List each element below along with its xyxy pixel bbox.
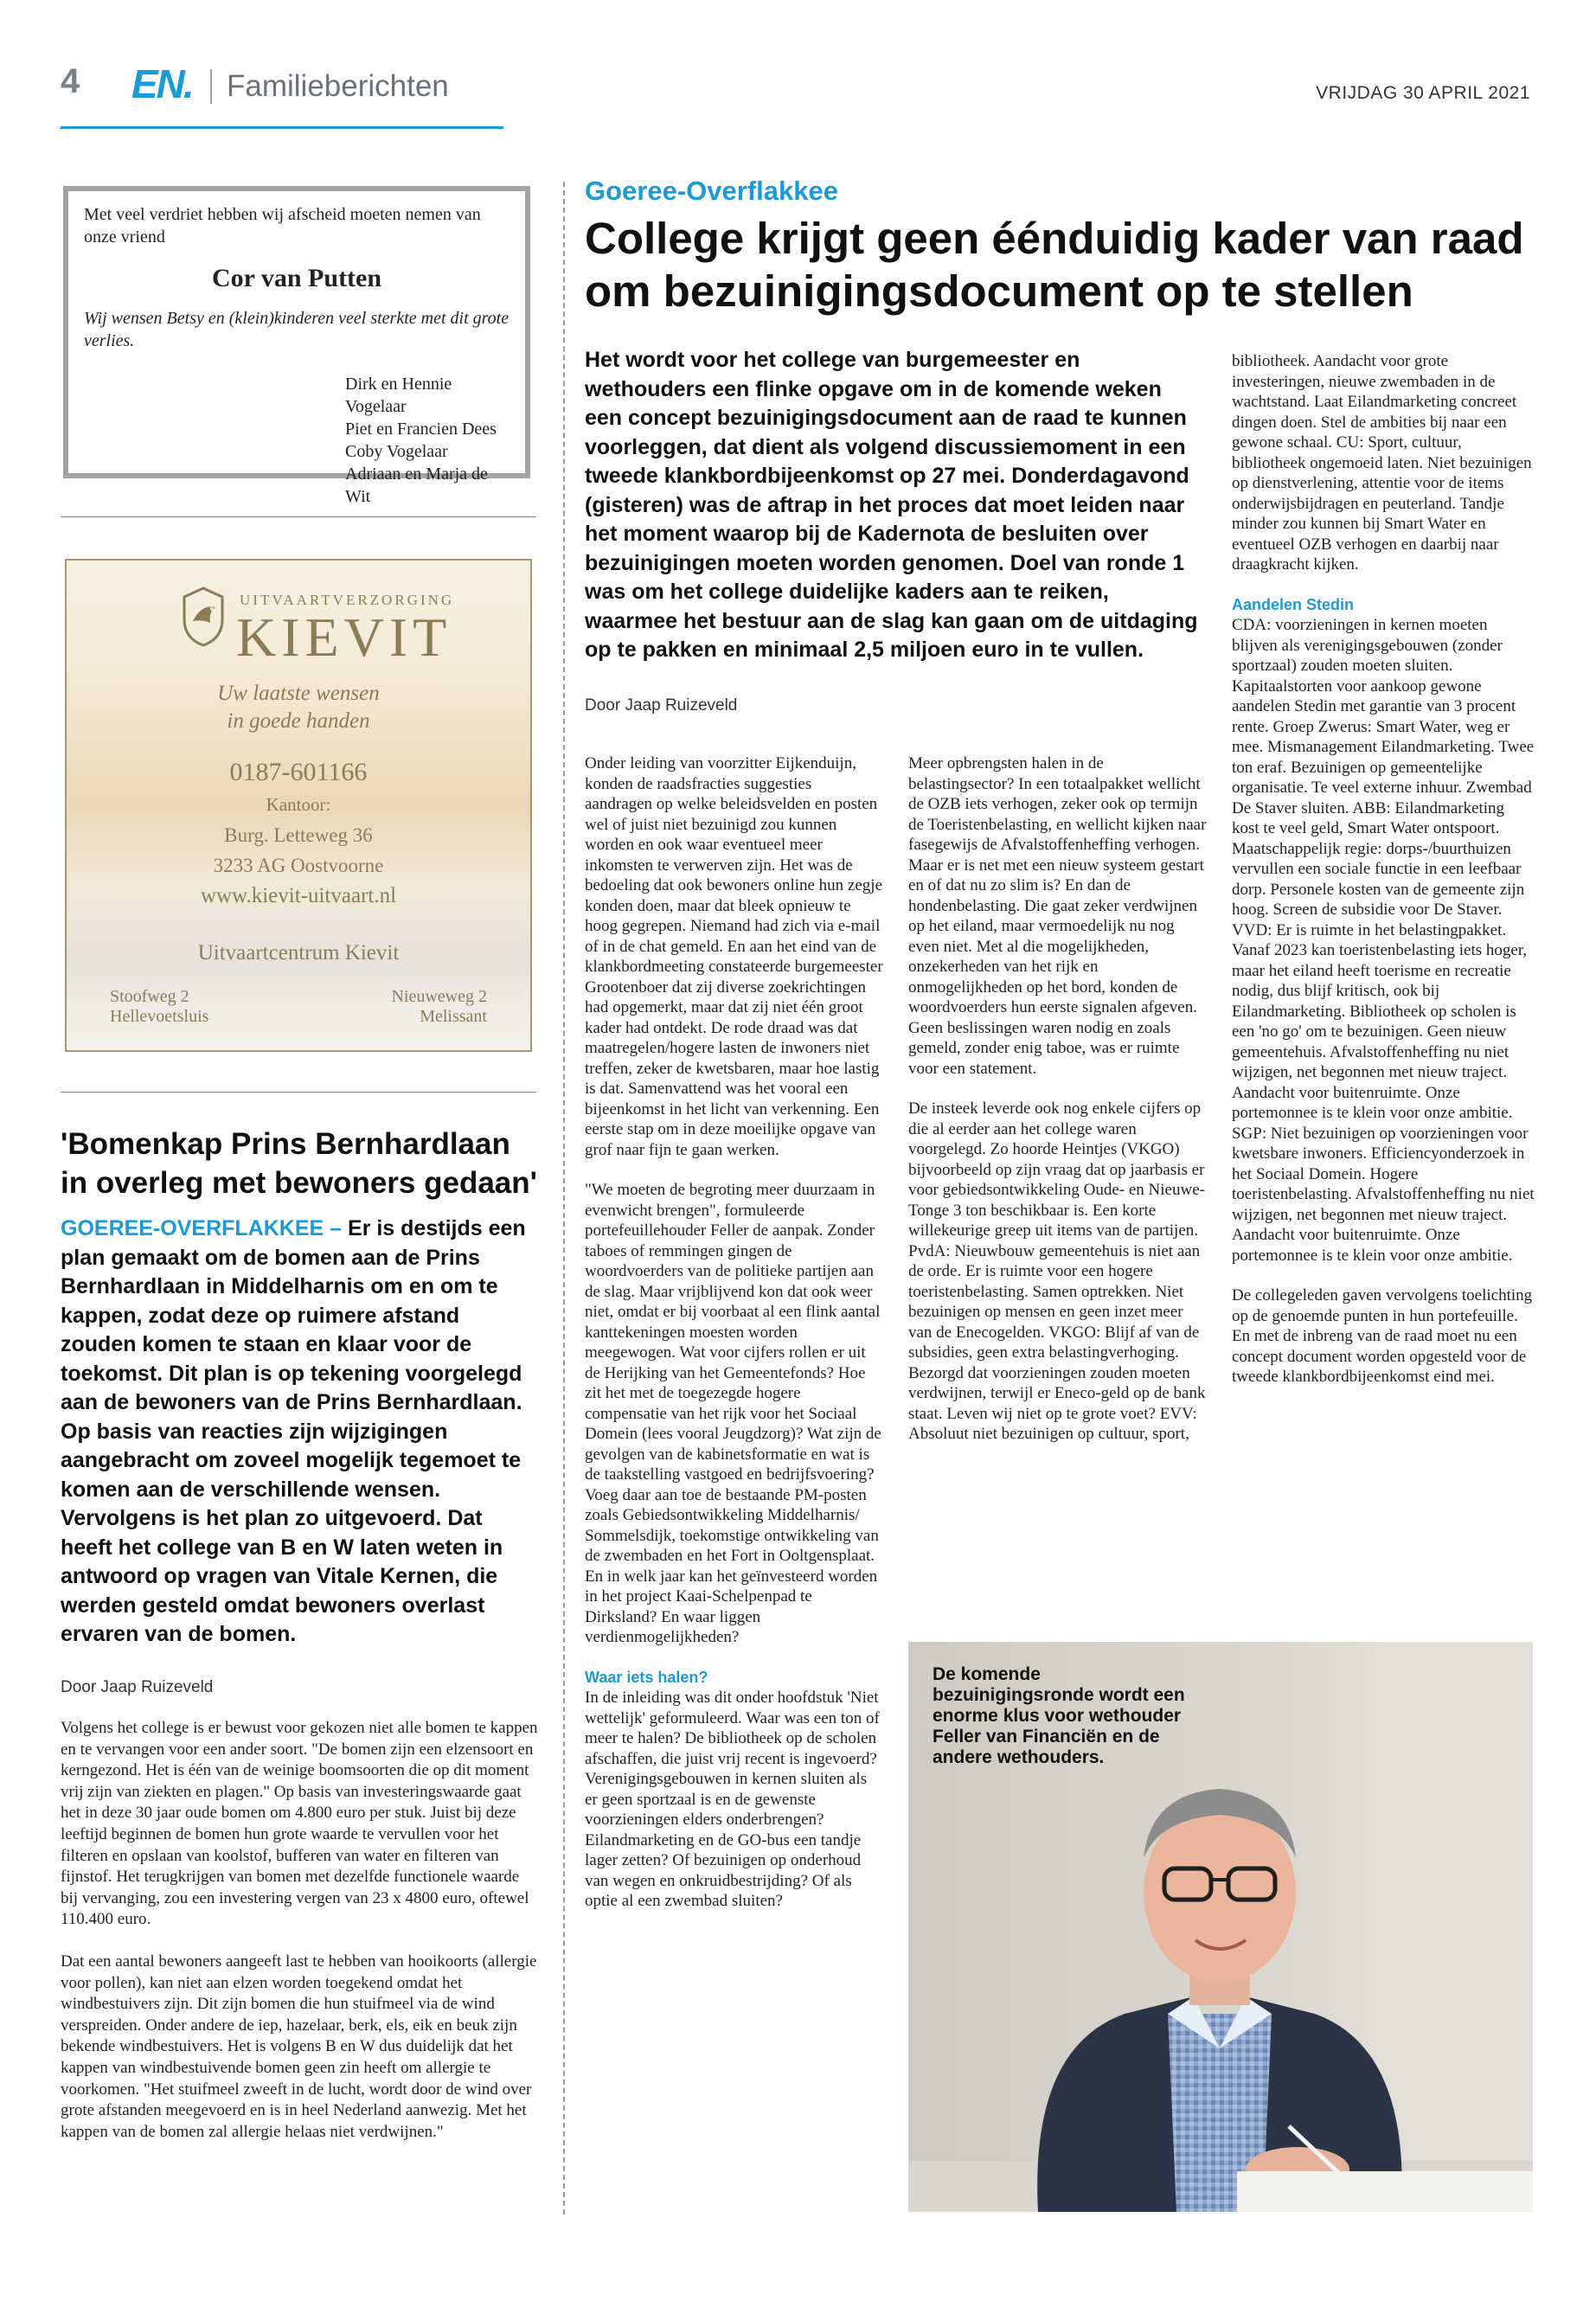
page-number: 4	[61, 62, 80, 100]
photo-caption: De komende bezuinigingsronde wordt een enorme klus voor wethouder Feller van Financiën en de andere wethouders.	[933, 1664, 1185, 1767]
main-article-paragraph: "We moeten de begroting meer duurzaam in evenwicht brengen", formuleerde portefeuillehouder Feller de aanpak. Zonder taboes of remmingen gingen de woordvoerders van de politieke partijen aan de slag. Maar vrijblijvend kon dat ook weer niet, omdat er bij voorbaat al een flink aantal kanttekeningen moesten worden meegewogen. Wat voor cijfers rollen er uit de Herijking van het Gemeentefonds? Hoe zit het met de toegezegde hogere compensatie van het rijk voor het Sociaal Domein (lees vooral Jeugdzorg)? Wat zijn de gevolgen van de kabinetsformatie en wat is de taakstelling vastgoed en bedrijfsvoering? Voeg daar aan toe de bestaande PM-posten zoals Gebiedsontwikkeling Middelharnis/ Sommelsdijk, toekomstige ontwikkeling van de zwembaden en het Fort in Ooltgensplaat. En in welk jaar kan het geïnvesteerd worden in het project Kaai-Schelpenpad te Dirksland? En waar liggen verdienmogelijkheden?	[585, 1181, 881, 1646]
bomen-article-lead	[61, 1215, 536, 1650]
bomen-article-title: 'Bomenkap Prins Bernhardlaan in overleg met bewoners gedaan'	[61, 1127, 537, 1200]
obituary-signer: Dirk en Hennie Vogelaar	[345, 375, 452, 416]
obituary-signer: Piet en Francien Dees	[345, 420, 497, 439]
advert-location-2-street: Nieuweweg 2	[391, 987, 487, 1006]
main-article-subhead: Aandelen Stedin	[1232, 595, 1355, 613]
obituary-notice	[63, 186, 530, 506]
main-article-paragraph: bibliotheek. Aandacht voor grote investeringen, nieuwe zwembaden in de wachtstand. Laat Eilandmarketing concreet dingen doen. Stel de ambities bij naar een gewone schaal. CU: Sport, cultuur, bibliotheek ongemoeid laten. Niet bezuinigen op dienstverlening, attentie voor de items onderwijsbijdragen en peuterland. Tandje minder zou kunnen bij Smart Water en eventueel OZB verhogen en daarbij naar draagkracht kijken.	[1232, 352, 1532, 574]
bomen-article-body	[61, 1718, 538, 2163]
kievit-bird-icon	[177, 585, 229, 649]
main-article-column-2	[908, 753, 1207, 1465]
main-article-byline: Door Jaap Ruizeveld	[585, 696, 738, 715]
newspaper-logo[interactable]: EN.	[131, 61, 193, 106]
advert-top-line: UITVAARTVERZORGING	[240, 592, 455, 608]
column-divider	[563, 182, 565, 2214]
bomen-article-lead-text: Er is destijds een plan gemaakt om de bomen aan de Prins Bernhardlaan in Middelharnis om en om te kappen, zodat deze op ruimere afstand zouden komen te staan en klaar voor de toekomst. Dit plan is op tekening voorgelegd aan de bewoners van de Prins Bernhardlaan. Op basis van reacties zijn wijzigingen aangebracht om zoveel mogelijk tegemoet te komen aan de verschillende wensen. Vervolgens is het plan zo uitgevoerd. Dat heeft het college van B en W laten weten in antwoord op vragen van Vitale Kernen, die werden gesteld omdat bewoners overlast ervaren van de bomen.	[61, 1216, 526, 1646]
obituary-name: Cor van Putten	[211, 264, 382, 292]
section-name: Familieberichten	[227, 69, 449, 103]
bomen-article-paragraph: Dat een aantal bewoners aangeeft last te hebben van hooikoorts (allergie voor pollen), kan niet aan elzen worden toegekend omdat het windbestuivers zijn. Dit zijn bomen die hun stuifmeel via de wind verspreiden. Onder andere de iep, hazelaar, berk, els, eik en beuk zijn bekende windbestuivers. Het is volgens B en W dus duidelijk dat het kappen van windbestuivende bomen geen zin heeft om allergie te voorkomen. "Het stuifmeel zweeft in de lucht, wordt door de wind over grote afstanden meegevoerd en is in heel Nederland aanwezig. Met het kappen van de bomen zal allergie helaas niet verdwijnen."	[61, 1952, 537, 2141]
main-article-paragraph-text: CDA: voorzieningen in kernen moeten blijven als verenigingsgebouwen (zonder sportzaal) zouden moeten sluiten. Kapitaalstorten voor aankoop gewone aandelen Stedin met garantie van 3 procent rente. Groep Zwerus: Smart Water, weg er mee. Mismanagement Eilandmarketing. Twee ton eraf. Bezuinigen op gemeentelijke organisatie. Te veel externe inhuur. Zwembad De Staver sluiten. ABB: Eilandmarketing kost te veel geld, Smart Water ontspoort. Maatschappelijk regie: dorps-/buurthuizen vervullen een sociale functie in een leefbaar dorp. Personele kosten van de gemeente zijn hoog. Screen de subsidie voor De Staver. VVD: Er is ruimte in het belastingpakket. Vanaf 2023 kan toeristenbelasting iets hoger, maar het eiland heeft toerisme en recreatie nodig, dus blijf kritisch, ook bij Eilandmarketing. Bibliotheek op scholen is een 'no go' om te bezuinigen. Geen nieuw gemeentehuis. Afvalstoffenheffing nu niet wijzigen, net begonnen met nieuw traject. Aandacht voor buitenruimte. Onze portemonnee is te klein voor onze ambitie. SGP: Niet bezuinigen op voorzieningen voor kwetsbare inwoners. Efficiencyonderzoek in het Sociaal Domein. Hogere toeristenbelasting. Afvalstoffenheffing nu niet wijzigen, net begonnen met nieuw traject. Aandacht voor buitenruimte. Onze portemonnee is te klein voor onze ambitie.	[1232, 616, 1535, 1265]
main-article-column-3	[1232, 351, 1535, 1407]
advert-brand: KIEVIT	[236, 606, 452, 668]
main-article-paragraph	[585, 1668, 883, 1912]
obituary-signer: Coby Vogelaar	[345, 442, 448, 461]
main-article-lead: Het wordt voor het college van burgemeester en wethouders een flinke opgave om in de komende weken een concept bezuinigingsdocument aan de raad te kunnen voorleggen, dat dient als volgend discussiemoment in een tweede klankbordbijeenkomst op 27 mei. Donderdagavond (gisteren) was de aftrap in het proces dat moet leiden naar het moment waarop bij de Kadernota de besluiten over bezuinigingen moeten worden genomen. Doel van ronde 1 was om het college duidelijke kaders aan te reiken, waarmee het bestuur aan de slag kan gaan om de uitdaging op te pakken en minimaal 2,5 miljoen euro in te vullen.	[585, 348, 1198, 662]
main-article-kicker: Goeree-Overflakkee	[585, 176, 838, 206]
advert-office-label: Kantoor:	[266, 794, 331, 815]
advert-phone[interactable]: 0187-601166	[229, 758, 368, 786]
main-article-paragraph	[1232, 595, 1535, 1266]
main-article-subhead: Waar iets halen?	[585, 1668, 708, 1686]
advert-website-link[interactable]: www.kievit-uitvaart.nl	[200, 884, 397, 907]
issue-date: VRIJDAG 30 APRIL 2021	[1316, 83, 1530, 103]
advert-city: 3233 AG Oostvoorne	[213, 855, 384, 876]
advert-slogan-line-1: Uw laatste wensen	[217, 682, 380, 705]
advert-location-1-street: Stoofweg 2	[110, 987, 189, 1006]
header-divider	[210, 69, 212, 104]
advert-location-2-city: Melissant	[420, 1007, 487, 1026]
main-article-paragraph: De insteek leverde ook nog enkele cijfers op die al eerder aan het college waren voorgelegd. Zo hoorde Heintjes (VKGO) bijvoorbeeld op zijn vraag dat op jaarbasis er voor gebiedsontwikkeling Oude- en Nieuwe-Tonge 3 ton beschikbaar is. Een korte willekeurige greep uit items van de partijen. PvdA: Nieuwbouw gemeentehuis is niet aan de orde. Er is ruimte voor een hogere toeristenbelasting. Samen optrekken. Niet bezuinigen op mensen en geen inzet meer van de Enecogelden. VKGO: Blijf af van de subsidies, geen extra belastingverhoging. Bezorgd dat voorzieningen zouden moeten verdwijnen, terwijl er Eneco-geld op de bank staat. Leven wij niet op te grote voet? EVV: Absoluut niet bezuinigen op cultuur, sport,	[908, 1099, 1206, 1443]
main-article-paragraph: Meer opbrengsten halen in de belastingsector? In een totaalpakket wellicht de OZB iets verhogen, zeker ook op termijn de Toeristenbelasting, en wellicht kijken naar fasegewijs de Afvalstoffenheffing verhogen. Maar er is net met een nieuw systeem gestart en of dat nu zo slim is? En dan de hondenbelasting. Die gaat zeker verdwijnen op het eiland, maar vermoedelijk nu nog even niet. Met al die mogelijkheden, onzekerheden van het rijk en onmogelijkheden op het bord, konden de woordvoerders hun eerste signalen afgeven. Geen beslissingen waren nodig en zoals gemeld, zonder enig taboe, was er ruimte voor een statement.	[908, 754, 1207, 1078]
section-rule	[61, 516, 536, 517]
advert-slogan-line-2: in goede handen	[227, 709, 370, 733]
main-article-title: College krijgt geen éénduidig kader van raad om bezuinigingsdocument op te stellen	[585, 214, 1524, 316]
bomen-article-paragraph: Volgens het college is er bewust voor gekozen niet alle bomen te kappen en te vervangen voor een ander soort. "De bomen zijn een elzensoort en kerngezond. Het is één van de weinige boomsoorten die op dit moment vrij zijn van ziekten en plagen." Op basis van investeringswaarde gaat het in deze 30 jaar oude bomen om 4.800 euro per stuk. Juist bij deze leeftijd beginnen de bomen hun grote waarde te vervullen voor het filteren en opslaan van koolstof, bufferen van water en filteren van fijnstof. Het terugkrijgen van bomen met dezelfde functionele waarde bij vervanging, zou een investering vergen van 23 x 4800 euro, oftewel 110.400 euro.	[61, 1719, 538, 1929]
advert-center-name: Uitvaartcentrum Kievit	[197, 941, 400, 965]
obituary-wish: Wij wensen Betsy en (klein)kinderen veel sterkte met dit grote verlies.	[84, 309, 510, 350]
bomen-article-byline: Door Jaap Ruizeveld	[61, 1678, 214, 1696]
header-underline	[61, 126, 503, 129]
advert-street: Burg. Letteweg 36	[224, 824, 373, 846]
main-article-column-1	[585, 753, 883, 1932]
main-article-paragraph-text: In de inleiding was dit onder hoofdstuk 'Niet wettelijk' geformuleerd. Waar was een ton of meer te halen? De bibliotheek op de scholen afschaffen, die juist vrij recent is ingevoerd? Verenigingsgebouwen in kernen sluiten als er geen sportzaal is en de gewenste voorzieningen elders onderbrengen? Eilandmarketing en de GO-bus een tandje lager zetten? Of bezuinigen op onderhoud van wegen en onkruidbestrijding? Of als optie al een zwembad sluiten?	[585, 1689, 880, 1910]
obituary-signer: Adriaan en Marja de Wit	[345, 465, 488, 506]
obituary-intro: Met veel verdriet hebben wij afscheid moeten nemen van onze vriend	[84, 205, 481, 247]
main-article-paragraph: De collegeleden gaven vervolgens toelichting op de genoemde punten in hun portefeuille. En met de inbreng van de raad moet nu een concept document worden opgesteld voor de tweede klankbordbijeenkomst eind mei.	[1232, 1286, 1533, 1386]
section-rule	[61, 1092, 536, 1093]
main-article-paragraph: Onder leiding van voorzitter Eijkenduijn, konden de raadsfracties suggesties aandragen op welke beleidsvelden en posten wel of juist niet bezuinigd zou kunnen worden en ook waar eventueel meer inkomsten te verwerven zijn. Het was de bedoeling dat ook bewoners online hun zegje konden doen, maar dat bleek opnieuw te hoog gegrepen. Niemand had zich via e-mail of in de chat gemeld. En aan het eind van de klankbordmeeting constateerde burgemeester Grootenboer dat zij diverse zoekrichtingen had opgemerkt, maar dat zij niet één groot kader had ontdekt. De rode draad was dat maatregelen/hogere lasten de inwoners niet treffen, zeker de kwetsbaren, maar hoe lastig is dat. Samenvattend was het vooral een bijeenkomst in het licht van verkenning. Een eerste stap om in deze moeilijke opgave van grof naar fijn te gaan werken.	[585, 754, 883, 1159]
advert-location-1-city: Hellevoetsluis	[110, 1007, 209, 1026]
article-photo	[908, 1642, 1533, 2212]
obituary-signers	[345, 373, 510, 508]
funeral-advert	[65, 559, 532, 1052]
bomen-article-kicker: GOEREE-OVERFLAKKEE –	[61, 1216, 343, 1240]
